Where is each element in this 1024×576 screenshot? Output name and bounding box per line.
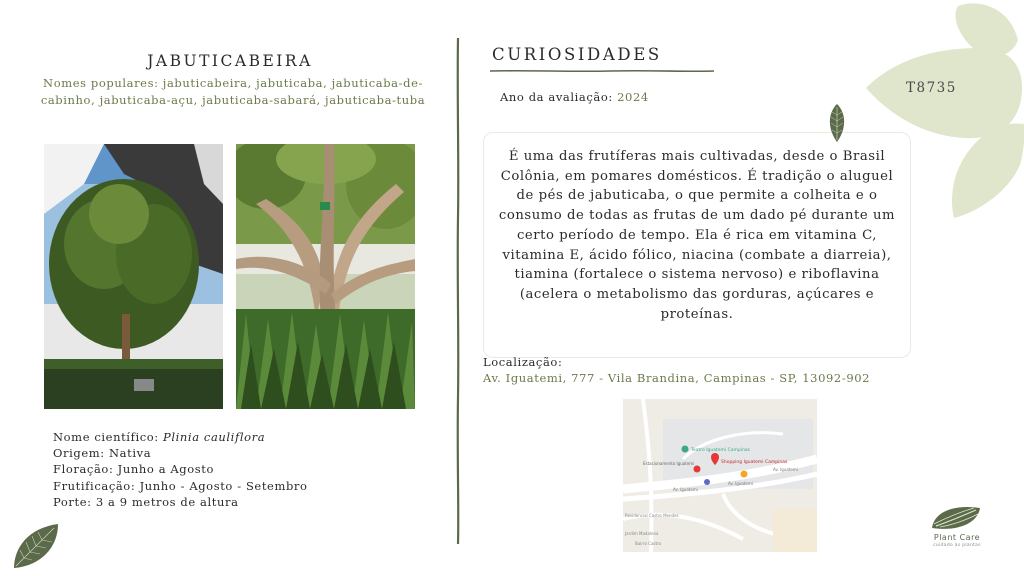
leaf-decoration-icon xyxy=(948,120,1024,220)
parking-marker-icon[interactable] xyxy=(694,466,701,473)
brand-tagline: cuidado às plantas xyxy=(933,543,981,548)
evaluation-year-value: 2024 xyxy=(617,90,649,104)
popular-names: Nomes populares: jabuticabeira, jabuticaba, jabuticaba-de-cabinho, jabuticaba-açu, jabuticaba-sabará, jabuticaba-tuba xyxy=(40,76,426,107)
tree-photo-full xyxy=(44,144,223,409)
map-label: Av. Iguatemi xyxy=(773,467,798,472)
map-label: Bairro Castro xyxy=(635,541,662,546)
flowering-row: Floração: Junho a Agosto xyxy=(53,462,215,477)
map-label: Jardim Madalena xyxy=(625,531,659,536)
evaluation-year xyxy=(500,90,649,104)
map-label: Teatro Iguatemi Campinas xyxy=(691,448,750,453)
location-label: Localização: xyxy=(483,355,563,369)
origin-row: Origem: Nativa xyxy=(53,446,152,461)
tree-trunk-photo xyxy=(236,144,415,409)
plant-details xyxy=(53,429,373,510)
scientific-name-label: Nome científico: xyxy=(53,430,164,444)
title-underline xyxy=(490,68,714,74)
plant-name-title: JABUTICABEIRA xyxy=(147,52,313,70)
evaluation-year-label: Ano da avaliação: xyxy=(500,90,618,104)
theater-marker-icon[interactable] xyxy=(682,446,689,453)
map-label: Av. Iguatemi xyxy=(673,487,698,492)
column-divider xyxy=(455,38,461,544)
poi-marker-icon[interactable] xyxy=(741,471,748,478)
location-map[interactable] xyxy=(623,399,817,552)
plant-tag-code: T8735 xyxy=(906,80,957,96)
map-label: Shopping Iguatemi Campinas xyxy=(721,460,788,465)
size-row: Porte: 3 a 9 metros de altura xyxy=(53,494,239,509)
fruiting-row: Frutificação: Junho - Agosto - Setembro xyxy=(53,478,308,493)
transit-marker-icon[interactable] xyxy=(704,479,710,485)
scientific-name-value: Plinia cauliflora xyxy=(163,430,266,444)
map-label: Av. Iguatemi xyxy=(728,481,753,486)
curiosities-title: CURIOSIDADES xyxy=(492,45,662,64)
scientific-name-row xyxy=(53,429,373,445)
description-text: É uma das frutíferas mais cultivadas, desde o Brasil Colônia, em pomares domésticos. É tradição o aluguel de pés de jabuticaba, o que permite a colheita e o consumo de todas as frutas de um dado pé durante um certo período de tempo. Ela é rica em vitamina C, vitamina E, ácido fólico, niacina (combate a diarreia), tiamina (fortalece o sistema nervoso) e riboflavina (acelera o metabolismo das gorduras, açúcares e proteínas. xyxy=(498,149,896,322)
brand-name: Plant Care xyxy=(933,533,981,542)
location-address[interactable]: Av. Iguatemi, 777 - Vila Brandina, Campinas - SP, 13092-902 xyxy=(483,371,871,385)
small-leaf-icon xyxy=(826,103,848,143)
map-label: Estacionamento Iguatemi xyxy=(643,461,695,466)
map-label: Residencial Castro Mendes xyxy=(625,513,679,518)
leaf-decoration-icon xyxy=(10,520,62,572)
